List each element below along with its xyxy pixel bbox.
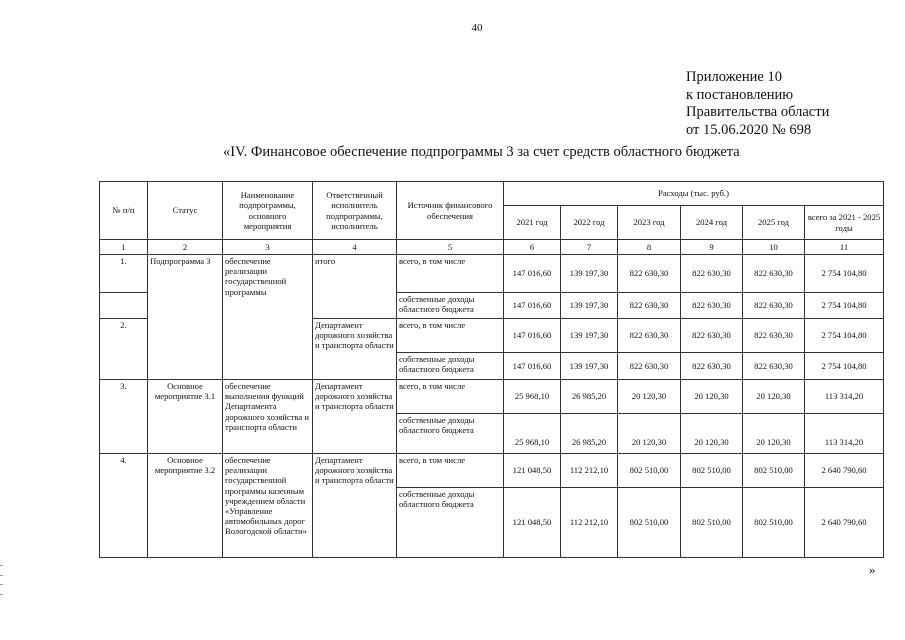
value-cell: 2 640 790,60 [805, 488, 884, 558]
row-executor: итого [313, 255, 397, 319]
financing-table [99, 181, 884, 558]
column-number: 11 [805, 240, 884, 255]
value-cell: 121 048,50 [504, 488, 561, 558]
value-cell: 25 968,10 [504, 380, 561, 414]
value-cell: 147 016,60 [504, 255, 561, 293]
value-cell: 802 510,00 [743, 488, 805, 558]
row-number: 3. [100, 380, 148, 454]
value-cell: 822 630,30 [618, 255, 681, 293]
value-cell: 139 197,30 [561, 353, 618, 380]
value-cell: 112 212,10 [561, 488, 618, 558]
row-number: 1. [100, 255, 148, 293]
row-source: собственные доходы областного бюджета [397, 414, 504, 454]
column-number: 2 [148, 240, 223, 255]
value-cell: 147 016,60 [504, 319, 561, 353]
header-executor: Ответственный исполнитель подпрограммы, исполнитель [313, 182, 397, 240]
header-status: Статус [148, 182, 223, 240]
row-number: 4. [100, 454, 148, 558]
page-number: 40 [471, 22, 483, 34]
appendix-line-4: от 15.06.2020 № 698 [686, 121, 812, 138]
closing-quote-mark: » [869, 562, 876, 577]
document-title: «IV. Финансовое обеспечение подпрограммы 3 за счет средств областного бюджета [223, 144, 740, 160]
header-year-2025: 2025 год [743, 206, 805, 240]
column-number: 10 [743, 240, 805, 255]
row-status: Подпрограмма 3 [148, 255, 223, 380]
value-cell: 20 120,30 [618, 380, 681, 414]
header-name: Наименование подпрограммы, основного мероприятия [223, 182, 313, 240]
value-cell: 822 630,30 [743, 255, 805, 293]
scan-edge-mark [0, 594, 3, 595]
row-status: Основное мероприятие 3.2 [148, 454, 223, 558]
row-name: обеспечение реализации государственной программы [223, 255, 313, 380]
value-cell: 2 754 104,80 [805, 353, 884, 380]
column-number: 6 [504, 240, 561, 255]
value-cell: 147 016,60 [504, 353, 561, 380]
value-cell: 822 630,30 [681, 255, 743, 293]
header-year-2022: 2022 год [561, 206, 618, 240]
row-source: всего, в том числе [397, 319, 504, 353]
value-cell: 147 016,60 [504, 293, 561, 319]
header-source: Источник финансового обеспечения [397, 182, 504, 240]
value-cell: 20 120,30 [681, 414, 743, 454]
value-cell: 20 120,30 [743, 380, 805, 414]
header-number: № п/п [100, 182, 148, 240]
value-cell: 802 510,00 [681, 488, 743, 558]
value-cell: 139 197,30 [561, 319, 618, 353]
value-cell: 20 120,30 [743, 414, 805, 454]
appendix-line-1: Приложение 10 [686, 69, 782, 85]
value-cell: 20 120,30 [618, 414, 681, 454]
scan-edge-mark [0, 565, 3, 566]
row-executor: Департамент дорожного хозяйства и транспорта области [313, 319, 397, 380]
value-cell: 112 212,10 [561, 454, 618, 488]
value-cell: 822 630,30 [618, 319, 681, 353]
value-cell: 822 630,30 [743, 319, 805, 353]
value-cell: 25 968,10 [504, 414, 561, 454]
value-cell: 2 640 790,60 [805, 454, 884, 488]
value-cell: 139 197,30 [561, 293, 618, 319]
header-total: всего за 2021 - 2025 годы [805, 206, 884, 240]
row-source: собственные доходы областного бюджета [397, 353, 504, 380]
scan-edge-mark [0, 575, 3, 576]
value-cell: 822 630,30 [618, 293, 681, 319]
appendix-line-3: Правительства области [686, 104, 830, 120]
row-source: собственные доходы областного бюджета [397, 293, 504, 319]
row-number-empty [100, 293, 148, 319]
header-year-2023: 2023 год [618, 206, 681, 240]
row-source: всего, в том числе [397, 380, 504, 414]
value-cell: 139 197,30 [561, 255, 618, 293]
value-cell: 802 510,00 [618, 488, 681, 558]
column-number: 5 [397, 240, 504, 255]
header-year-2024: 2024 год [681, 206, 743, 240]
column-number: 3 [223, 240, 313, 255]
column-number: 4 [313, 240, 397, 255]
value-cell: 2 754 104,80 [805, 255, 884, 293]
row-executor: Департамент дорожного хозяйства и транспорта области [313, 454, 397, 558]
value-cell: 113 314,20 [805, 414, 884, 454]
row-name: обеспечение выполнения функций Департамента дорожного хозяйства и транспорта области [223, 380, 313, 454]
row-source: всего, в том числе [397, 255, 504, 293]
value-cell: 113 314,20 [805, 380, 884, 414]
row-source: собственные доходы областного бюджета [397, 488, 504, 558]
value-cell: 802 510,00 [681, 454, 743, 488]
appendix-reference [686, 69, 829, 139]
scan-edge-mark [0, 584, 3, 585]
column-number: 9 [681, 240, 743, 255]
row-executor: Департамент дорожного хозяйства и транспорта области [313, 380, 397, 454]
value-cell: 822 630,30 [681, 353, 743, 380]
value-cell: 26 985,20 [561, 380, 618, 414]
value-cell: 26 985,20 [561, 414, 618, 454]
header-year-2021: 2021 год [504, 206, 561, 240]
row-number: 2. [100, 319, 148, 380]
value-cell: 822 630,30 [743, 353, 805, 380]
column-number: 8 [618, 240, 681, 255]
header-expenses: Расходы (тыс. руб.) [504, 182, 884, 206]
value-cell: 822 630,30 [743, 293, 805, 319]
value-cell: 121 048,50 [504, 454, 561, 488]
value-cell: 802 510,00 [618, 454, 681, 488]
value-cell: 822 630,30 [681, 293, 743, 319]
column-number: 1 [100, 240, 148, 255]
value-cell: 2 754 104,80 [805, 319, 884, 353]
row-source: всего, в том числе [397, 454, 504, 488]
value-cell: 2 754 104,80 [805, 293, 884, 319]
value-cell: 822 630,30 [681, 319, 743, 353]
column-number: 7 [561, 240, 618, 255]
value-cell: 802 510,00 [743, 454, 805, 488]
appendix-line-2: к постановлению [686, 86, 794, 103]
row-status: Основное мероприятие 3.1 [148, 380, 223, 454]
value-cell: 822 630,30 [618, 353, 681, 380]
row-name: обеспечение реализации государственной программы казенным учреждением области «Управление автомобильных дорог Вологодской области» [223, 454, 313, 558]
value-cell: 20 120,30 [681, 380, 743, 414]
